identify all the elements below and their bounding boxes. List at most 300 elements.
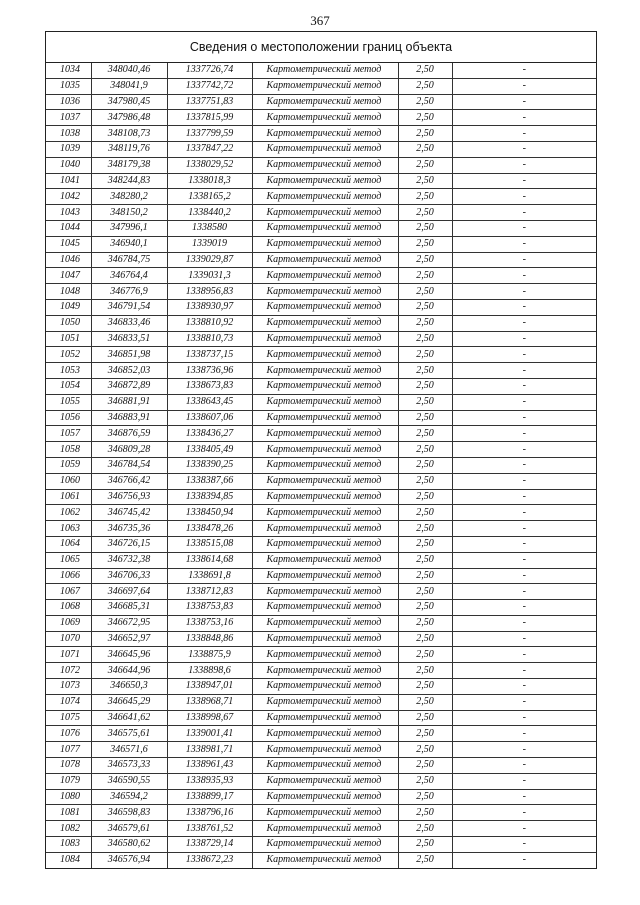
point-number-cell: 1063 (46, 521, 91, 537)
method-cell: Картометрический метод (252, 331, 398, 347)
y-coordinate-cell: 1338691,8 (167, 568, 252, 584)
accuracy-cell: 2,50 (398, 299, 452, 315)
accuracy-cell: 2,50 (398, 552, 452, 568)
y-coordinate-cell: 1338810,92 (167, 315, 252, 331)
point-number-cell: 1040 (46, 157, 91, 173)
table-row (46, 647, 596, 663)
method-cell: Картометрический метод (252, 742, 398, 758)
accuracy-cell: 2,50 (398, 805, 452, 821)
accuracy-cell: 2,50 (398, 568, 452, 584)
x-coordinate-cell: 348119,76 (91, 141, 167, 157)
method-cell: Картометрический метод (252, 268, 398, 284)
point-number-cell: 1044 (46, 220, 91, 236)
x-coordinate-cell: 346650,3 (91, 679, 167, 695)
description-cell: - (452, 505, 596, 521)
description-cell: - (452, 726, 596, 742)
y-coordinate-cell: 1339019 (167, 236, 252, 252)
point-number-cell: 1079 (46, 773, 91, 789)
accuracy-cell: 2,50 (398, 694, 452, 710)
y-coordinate-cell: 1337799,59 (167, 126, 252, 142)
accuracy-cell: 2,50 (398, 63, 452, 78)
method-cell: Картометрический метод (252, 584, 398, 600)
x-coordinate-cell: 346644,96 (91, 663, 167, 679)
table-row (46, 615, 596, 631)
accuracy-cell: 2,50 (398, 126, 452, 142)
description-cell: - (452, 631, 596, 647)
point-number-cell: 1059 (46, 457, 91, 473)
x-coordinate-cell: 346732,38 (91, 552, 167, 568)
accuracy-cell: 2,50 (398, 173, 452, 189)
table-row (46, 189, 596, 205)
x-coordinate-cell: 346697,64 (91, 584, 167, 600)
accuracy-cell: 2,50 (398, 647, 452, 663)
y-coordinate-cell: 1338478,26 (167, 521, 252, 537)
point-number-cell: 1078 (46, 758, 91, 774)
y-coordinate-cell: 1338753,83 (167, 600, 252, 616)
description-cell: - (452, 663, 596, 679)
accuracy-cell: 2,50 (398, 94, 452, 110)
point-number-cell: 1082 (46, 821, 91, 837)
point-number-cell: 1062 (46, 505, 91, 521)
method-cell: Картометрический метод (252, 821, 398, 837)
x-coordinate-cell: 346641,62 (91, 710, 167, 726)
description-cell: - (452, 205, 596, 221)
y-coordinate-cell: 1338712,83 (167, 584, 252, 600)
method-cell: Картометрический метод (252, 663, 398, 679)
method-cell: Картометрический метод (252, 126, 398, 142)
method-cell: Картометрический метод (252, 647, 398, 663)
accuracy-cell: 2,50 (398, 505, 452, 521)
x-coordinate-cell: 346872,89 (91, 378, 167, 394)
point-number-cell: 1083 (46, 837, 91, 853)
x-coordinate-cell: 347986,48 (91, 110, 167, 126)
method-cell: Картометрический метод (252, 63, 398, 78)
point-number-cell: 1069 (46, 615, 91, 631)
x-coordinate-cell: 346576,94 (91, 852, 167, 867)
method-cell: Картометрический метод (252, 347, 398, 363)
point-number-cell: 1035 (46, 78, 91, 94)
accuracy-cell: 2,50 (398, 426, 452, 442)
point-number-cell: 1045 (46, 236, 91, 252)
description-cell: - (452, 347, 596, 363)
method-cell: Картометрический метод (252, 363, 398, 379)
y-coordinate-cell: 1338935,93 (167, 773, 252, 789)
y-coordinate-cell: 1338810,73 (167, 331, 252, 347)
y-coordinate-cell: 1338875,9 (167, 647, 252, 663)
accuracy-cell: 2,50 (398, 536, 452, 552)
point-number-cell: 1039 (46, 141, 91, 157)
method-cell: Картометрический метод (252, 189, 398, 205)
method-cell: Картометрический метод (252, 694, 398, 710)
description-cell: - (452, 363, 596, 379)
y-coordinate-cell: 1338737,15 (167, 347, 252, 363)
accuracy-cell: 2,50 (398, 457, 452, 473)
accuracy-cell: 2,50 (398, 821, 452, 837)
x-coordinate-cell: 346766,42 (91, 473, 167, 489)
description-cell: - (452, 378, 596, 394)
y-coordinate-cell: 1338981,71 (167, 742, 252, 758)
table-row (46, 442, 596, 458)
y-coordinate-cell: 1338580 (167, 220, 252, 236)
point-number-cell: 1071 (46, 647, 91, 663)
point-number-cell: 1077 (46, 742, 91, 758)
y-coordinate-cell: 1338998,67 (167, 710, 252, 726)
table-row (46, 126, 596, 142)
description-cell: - (452, 773, 596, 789)
y-coordinate-cell: 1338387,66 (167, 473, 252, 489)
point-number-cell: 1058 (46, 442, 91, 458)
y-coordinate-cell: 1338394,85 (167, 489, 252, 505)
method-cell: Картометрический метод (252, 141, 398, 157)
accuracy-cell: 2,50 (398, 347, 452, 363)
table-row (46, 268, 596, 284)
point-number-cell: 1047 (46, 268, 91, 284)
method-cell: Картометрический метод (252, 837, 398, 853)
x-coordinate-cell: 348179,38 (91, 157, 167, 173)
x-coordinate-cell: 346580,62 (91, 837, 167, 853)
table-row (46, 679, 596, 695)
x-coordinate-cell: 346575,61 (91, 726, 167, 742)
table-row (46, 852, 596, 867)
x-coordinate-cell: 346590,55 (91, 773, 167, 789)
x-coordinate-cell: 346645,29 (91, 694, 167, 710)
description-cell: - (452, 837, 596, 853)
table-row (46, 78, 596, 94)
point-number-cell: 1068 (46, 600, 91, 616)
description-cell: - (452, 710, 596, 726)
table-row (46, 284, 596, 300)
method-cell: Картометрический метод (252, 536, 398, 552)
method-cell: Картометрический метод (252, 394, 398, 410)
point-number-cell: 1049 (46, 299, 91, 315)
table-row (46, 315, 596, 331)
table-row (46, 252, 596, 268)
y-coordinate-cell: 1338405,49 (167, 442, 252, 458)
x-coordinate-cell: 346672,95 (91, 615, 167, 631)
y-coordinate-cell: 1338643,45 (167, 394, 252, 410)
description-cell: - (452, 426, 596, 442)
description-cell: - (452, 220, 596, 236)
method-cell: Картометрический метод (252, 710, 398, 726)
table-row (46, 805, 596, 821)
description-cell: - (452, 331, 596, 347)
table-row (46, 758, 596, 774)
point-number-cell: 1048 (46, 284, 91, 300)
x-coordinate-cell: 346652,97 (91, 631, 167, 647)
y-coordinate-cell: 1338607,06 (167, 410, 252, 426)
point-number-cell: 1074 (46, 694, 91, 710)
method-cell: Картометрический метод (252, 726, 398, 742)
method-cell: Картометрический метод (252, 457, 398, 473)
method-cell: Картометрический метод (252, 284, 398, 300)
method-cell: Картометрический метод (252, 552, 398, 568)
y-coordinate-cell: 1338436,27 (167, 426, 252, 442)
x-coordinate-cell: 346764,4 (91, 268, 167, 284)
table-row (46, 726, 596, 742)
y-coordinate-cell: 1337847,22 (167, 141, 252, 157)
y-coordinate-cell: 1338796,16 (167, 805, 252, 821)
accuracy-cell: 2,50 (398, 331, 452, 347)
x-coordinate-cell: 346726,15 (91, 536, 167, 552)
description-cell: - (452, 552, 596, 568)
method-cell: Картометрический метод (252, 805, 398, 821)
table-body (46, 63, 596, 868)
point-number-cell: 1043 (46, 205, 91, 221)
table-row (46, 694, 596, 710)
x-coordinate-cell: 346685,31 (91, 600, 167, 616)
point-number-cell: 1042 (46, 189, 91, 205)
method-cell: Картометрический метод (252, 78, 398, 94)
y-coordinate-cell: 1338956,83 (167, 284, 252, 300)
table-row (46, 473, 596, 489)
description-cell: - (452, 489, 596, 505)
accuracy-cell: 2,50 (398, 205, 452, 221)
description-cell: - (452, 157, 596, 173)
y-coordinate-cell: 1339029,87 (167, 252, 252, 268)
point-number-cell: 1056 (46, 410, 91, 426)
point-number-cell: 1057 (46, 426, 91, 442)
description-cell: - (452, 268, 596, 284)
table-row (46, 63, 596, 78)
description-cell: - (452, 299, 596, 315)
y-coordinate-cell: 1338029,52 (167, 157, 252, 173)
description-cell: - (452, 805, 596, 821)
accuracy-cell: 2,50 (398, 110, 452, 126)
x-coordinate-cell: 346645,96 (91, 647, 167, 663)
point-number-cell: 1081 (46, 805, 91, 821)
accuracy-cell: 2,50 (398, 268, 452, 284)
y-coordinate-cell: 1339031,3 (167, 268, 252, 284)
description-cell: - (452, 852, 596, 867)
point-number-cell: 1037 (46, 110, 91, 126)
method-cell: Картометрический метод (252, 110, 398, 126)
x-coordinate-cell: 346776,9 (91, 284, 167, 300)
point-number-cell: 1066 (46, 568, 91, 584)
method-cell: Картометрический метод (252, 252, 398, 268)
point-number-cell: 1076 (46, 726, 91, 742)
point-number-cell: 1054 (46, 378, 91, 394)
table-row (46, 110, 596, 126)
method-cell: Картометрический метод (252, 315, 398, 331)
y-coordinate-cell: 1338165,2 (167, 189, 252, 205)
x-coordinate-cell: 348041,9 (91, 78, 167, 94)
x-coordinate-cell: 347996,1 (91, 220, 167, 236)
accuracy-cell: 2,50 (398, 378, 452, 394)
description-cell: - (452, 679, 596, 695)
table-row (46, 220, 596, 236)
x-coordinate-cell: 346594,2 (91, 789, 167, 805)
method-cell: Картометрический метод (252, 378, 398, 394)
method-cell: Картометрический метод (252, 205, 398, 221)
y-coordinate-cell: 1337815,99 (167, 110, 252, 126)
description-cell: - (452, 78, 596, 94)
point-number-cell: 1041 (46, 173, 91, 189)
description-cell: - (452, 758, 596, 774)
point-number-cell: 1050 (46, 315, 91, 331)
accuracy-cell: 2,50 (398, 489, 452, 505)
table-row (46, 157, 596, 173)
description-cell: - (452, 584, 596, 600)
table-row (46, 173, 596, 189)
x-coordinate-cell: 346579,61 (91, 821, 167, 837)
description-cell: - (452, 647, 596, 663)
table-row (46, 410, 596, 426)
table-row (46, 568, 596, 584)
accuracy-cell: 2,50 (398, 773, 452, 789)
table-row (46, 363, 596, 379)
x-coordinate-cell: 348150,2 (91, 205, 167, 221)
accuracy-cell: 2,50 (398, 410, 452, 426)
table-row (46, 505, 596, 521)
accuracy-cell: 2,50 (398, 584, 452, 600)
table-row (46, 426, 596, 442)
x-coordinate-cell: 346876,59 (91, 426, 167, 442)
x-coordinate-cell: 346833,51 (91, 331, 167, 347)
description-cell: - (452, 126, 596, 142)
x-coordinate-cell: 346745,42 (91, 505, 167, 521)
point-number-cell: 1075 (46, 710, 91, 726)
table-row (46, 299, 596, 315)
description-cell: - (452, 615, 596, 631)
boundary-points-table (46, 63, 596, 868)
y-coordinate-cell: 1338673,83 (167, 378, 252, 394)
description-cell: - (452, 284, 596, 300)
accuracy-cell: 2,50 (398, 363, 452, 379)
table-row (46, 94, 596, 110)
y-coordinate-cell: 1338899,17 (167, 789, 252, 805)
method-cell: Картометрический метод (252, 758, 398, 774)
y-coordinate-cell: 1338729,14 (167, 837, 252, 853)
table-row (46, 631, 596, 647)
method-cell: Картометрический метод (252, 173, 398, 189)
description-cell: - (452, 63, 596, 78)
x-coordinate-cell: 346784,54 (91, 457, 167, 473)
accuracy-cell: 2,50 (398, 852, 452, 867)
description-cell: - (452, 236, 596, 252)
table-row (46, 710, 596, 726)
point-number-cell: 1055 (46, 394, 91, 410)
accuracy-cell: 2,50 (398, 710, 452, 726)
description-cell: - (452, 442, 596, 458)
accuracy-cell: 2,50 (398, 473, 452, 489)
accuracy-cell: 2,50 (398, 521, 452, 537)
method-cell: Картометрический метод (252, 852, 398, 867)
y-coordinate-cell: 1338848,86 (167, 631, 252, 647)
description-cell: - (452, 568, 596, 584)
table-row (46, 347, 596, 363)
y-coordinate-cell: 1338672,23 (167, 852, 252, 867)
description-cell: - (452, 521, 596, 537)
table-row (46, 489, 596, 505)
accuracy-cell: 2,50 (398, 442, 452, 458)
method-cell: Картометрический метод (252, 789, 398, 805)
x-coordinate-cell: 346852,03 (91, 363, 167, 379)
x-coordinate-cell: 346883,91 (91, 410, 167, 426)
table-row (46, 663, 596, 679)
method-cell: Картометрический метод (252, 773, 398, 789)
accuracy-cell: 2,50 (398, 789, 452, 805)
x-coordinate-cell: 346706,33 (91, 568, 167, 584)
point-number-cell: 1080 (46, 789, 91, 805)
x-coordinate-cell: 346851,98 (91, 347, 167, 363)
method-cell: Картометрический метод (252, 615, 398, 631)
table-row (46, 584, 596, 600)
method-cell: Картометрический метод (252, 157, 398, 173)
method-cell: Картометрический метод (252, 236, 398, 252)
y-coordinate-cell: 1337751,83 (167, 94, 252, 110)
method-cell: Картометрический метод (252, 489, 398, 505)
x-coordinate-cell: 346881,91 (91, 394, 167, 410)
table-row (46, 773, 596, 789)
x-coordinate-cell: 346756,93 (91, 489, 167, 505)
accuracy-cell: 2,50 (398, 78, 452, 94)
table-row (46, 536, 596, 552)
table-row (46, 837, 596, 853)
y-coordinate-cell: 1338390,25 (167, 457, 252, 473)
method-cell: Картометрический метод (252, 410, 398, 426)
accuracy-cell: 2,50 (398, 679, 452, 695)
x-coordinate-cell: 346735,36 (91, 521, 167, 537)
point-number-cell: 1053 (46, 363, 91, 379)
table-row (46, 457, 596, 473)
method-cell: Картометрический метод (252, 442, 398, 458)
accuracy-cell: 2,50 (398, 220, 452, 236)
accuracy-cell: 2,50 (398, 284, 452, 300)
accuracy-cell: 2,50 (398, 663, 452, 679)
y-coordinate-cell: 1338018,3 (167, 173, 252, 189)
table-title: Сведения о местоположении границ объекта (46, 32, 596, 63)
x-coordinate-cell: 348244,83 (91, 173, 167, 189)
point-number-cell: 1052 (46, 347, 91, 363)
point-number-cell: 1070 (46, 631, 91, 647)
description-cell: - (452, 694, 596, 710)
point-number-cell: 1051 (46, 331, 91, 347)
table-row (46, 742, 596, 758)
accuracy-cell: 2,50 (398, 141, 452, 157)
x-coordinate-cell: 348280,2 (91, 189, 167, 205)
description-cell: - (452, 410, 596, 426)
y-coordinate-cell: 1338930,97 (167, 299, 252, 315)
x-coordinate-cell: 346833,46 (91, 315, 167, 331)
y-coordinate-cell: 1338961,43 (167, 758, 252, 774)
y-coordinate-cell: 1337742,72 (167, 78, 252, 94)
description-cell: - (452, 473, 596, 489)
method-cell: Картометрический метод (252, 679, 398, 695)
table-row (46, 394, 596, 410)
y-coordinate-cell: 1338614,68 (167, 552, 252, 568)
method-cell: Картометрический метод (252, 505, 398, 521)
point-number-cell: 1038 (46, 126, 91, 142)
point-number-cell: 1034 (46, 63, 91, 78)
x-coordinate-cell: 346573,33 (91, 758, 167, 774)
method-cell: Картометрический метод (252, 94, 398, 110)
accuracy-cell: 2,50 (398, 315, 452, 331)
y-coordinate-cell: 1338898,6 (167, 663, 252, 679)
point-number-cell: 1036 (46, 94, 91, 110)
accuracy-cell: 2,50 (398, 742, 452, 758)
x-coordinate-cell: 346940,1 (91, 236, 167, 252)
description-cell: - (452, 789, 596, 805)
table-row (46, 600, 596, 616)
y-coordinate-cell: 1338450,94 (167, 505, 252, 521)
description-cell: - (452, 189, 596, 205)
method-cell: Картометрический метод (252, 600, 398, 616)
accuracy-cell: 2,50 (398, 394, 452, 410)
x-coordinate-cell: 348040,46 (91, 63, 167, 78)
description-cell: - (452, 457, 596, 473)
accuracy-cell: 2,50 (398, 189, 452, 205)
point-number-cell: 1046 (46, 252, 91, 268)
